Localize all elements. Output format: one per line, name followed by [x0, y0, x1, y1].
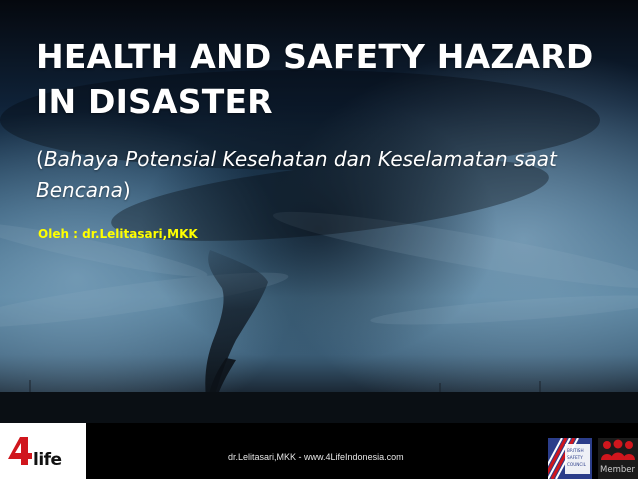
4life-logo-text: life: [33, 450, 62, 470]
british-safety-council-icon: [548, 438, 592, 479]
slide-title-line-2: IN DISASTER: [36, 82, 273, 121]
member-badge: [598, 438, 638, 479]
svg-text:SAFETY: SAFETY: [567, 455, 583, 460]
slide-title-line-1: HEALTH AND SAFETY HAZARD: [36, 37, 594, 76]
subtitle-close-paren: ): [122, 178, 131, 202]
author-line: Oleh : dr.Lelitasari,MKK: [38, 227, 198, 241]
footer-credit-text: dr.Lelitasari,MKK - www.4LifeIndonesia.com: [228, 452, 404, 462]
4life-logo: [0, 423, 86, 479]
svg-text:Member: Member: [600, 465, 635, 475]
slide-subtitle: [36, 144, 632, 206]
svg-text:COUNCIL: COUNCIL: [567, 462, 586, 467]
member-people-icon: [598, 438, 638, 479]
subtitle-italic-text: Bahaya Potensial Kesehatan dan Keselamatan saat Bencana: [36, 147, 557, 202]
subtitle-open-paren: (: [36, 147, 44, 171]
4life-logo-icon: [0, 423, 86, 479]
svg-text:BRITISH: BRITISH: [567, 448, 584, 453]
british-safety-council-badge: [548, 438, 592, 479]
slide-title: [36, 34, 626, 124]
